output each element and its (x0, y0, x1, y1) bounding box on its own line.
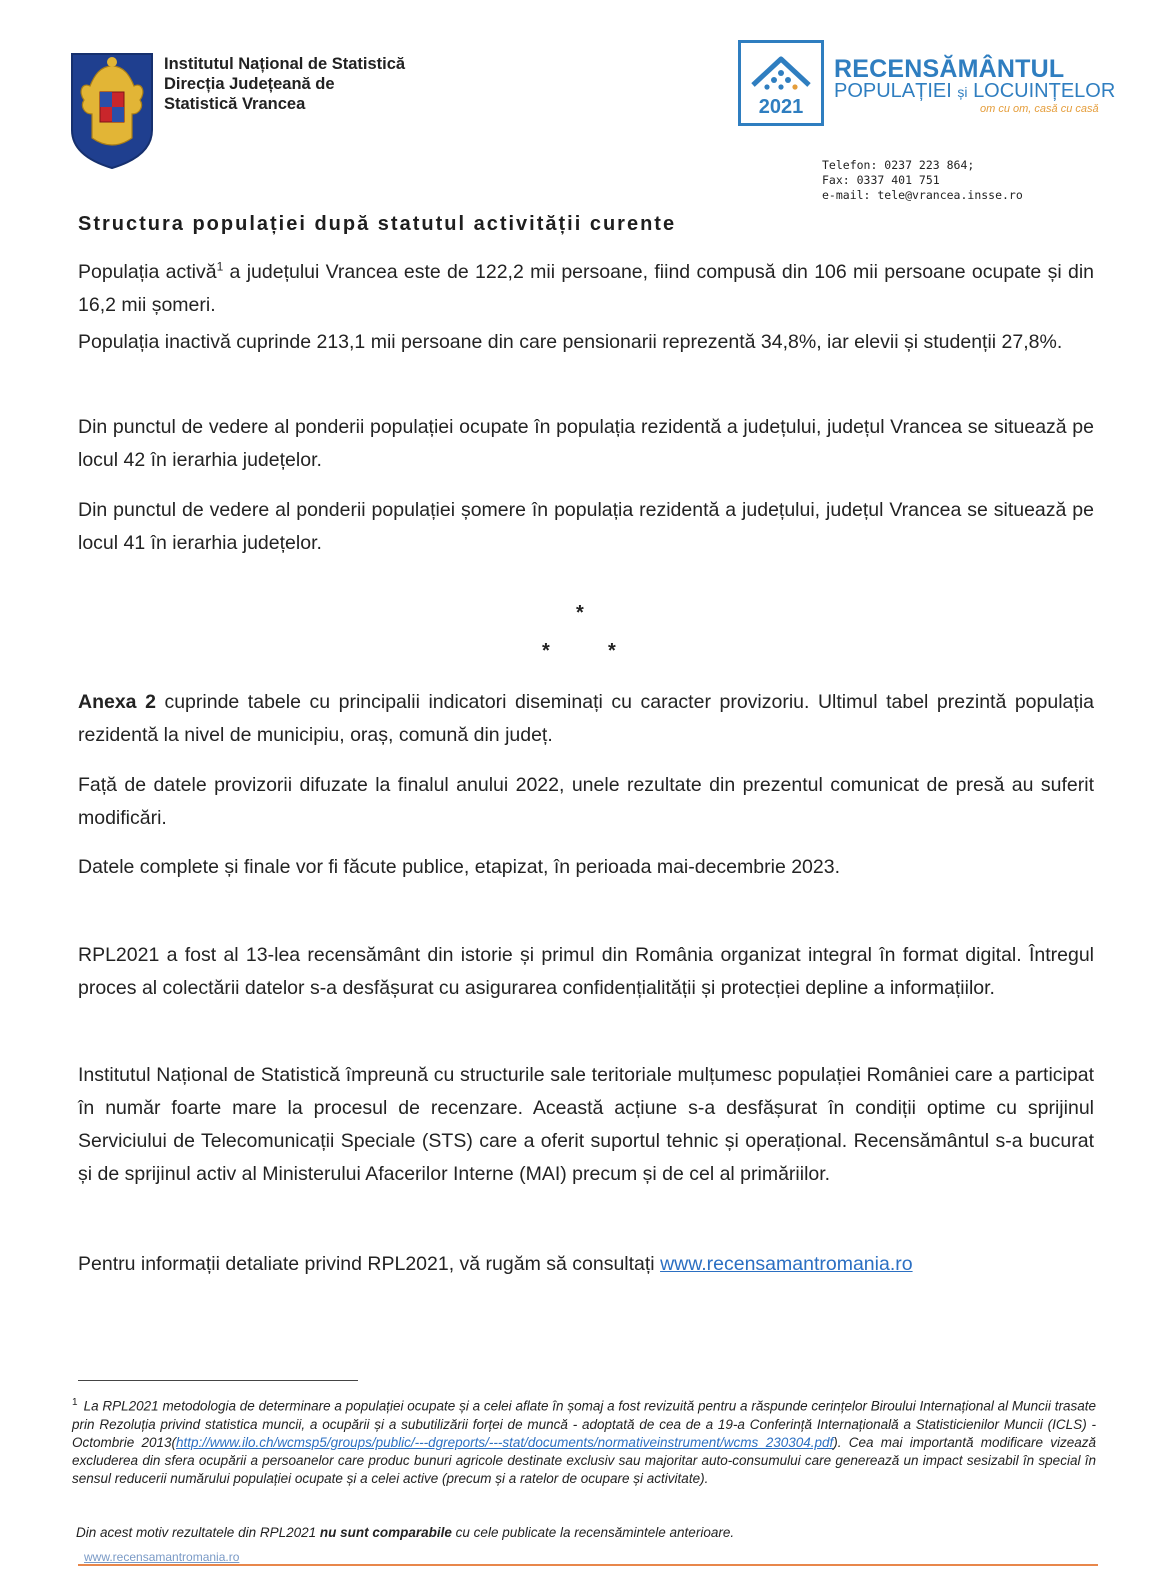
separator-star: * (542, 640, 550, 662)
footnote-text-b: ). Cea mai importantă modificare vizează excluderea din sfera ocupării a persoanelor care produc bunuri agricole destinate exclusiv sau majoritar auto-consumului care generează un impact sesizabil în special în sensul reducerii numărului populației ocupate și a celei active (precum și a ratelor de ocupare și activitate). (72, 1434, 1096, 1487)
section-heading: Structura populației după statutul activității curente (78, 213, 677, 235)
footnote-text-a: La RPL2021 metodologia de determinare a populației ocupate și a celei aflate în șomaj a fost revizuită pentru a răspunde cerințelor Biroului Internațional al Muncii trasate prin Rezoluția privind statistica muncii, a ocupării și a subutilizării forței de muncă - adoptată de cea de a 19-a Conferință Internațională a Statisticienilor Muncii (ICLS) - Octombrie 2013( (72, 1398, 1096, 1450)
annex-text: cuprinde tabele cu principalii indicatori diseminați cu caracter provizoriu. Ultimul tabel prezintă populația rezidentă la nivel de municipiu, oraș, comună din județ. (78, 691, 1094, 746)
paragraph-annex (78, 686, 1094, 752)
census-logo-subtitle (834, 80, 1115, 103)
ilo-document-link[interactable]: http://www.ilo.ch/wcmsp5/groups/public/---dgreports/---stat/documents/normativeinstrument/wcms_230304.pdf (176, 1434, 834, 1450)
contact-phone: Telefon: 0237 223 864; (822, 158, 975, 172)
logo-subtitle-part1: POPULAȚIEI (834, 80, 952, 102)
contact-fax: Fax: 0337 401 751 (822, 173, 940, 187)
paragraph-modifications: Față de datele provizorii difuzate la finalul anului 2022, unele rezultate din prezentul comunicat de presă au suferit modificări. (78, 774, 1094, 829)
paragraph-rpl2021-digital: RPL2021 a fost al 13-lea recensământ din istorie și primul din România organizat integral în format digital. Întregul proces al colectării datelor s-a desfășurat cu asigurarea confidențialității și protecției depline a informațiilor. (78, 944, 1094, 999)
logo-year: 2021 (758, 96, 804, 118)
footer-divider (78, 1564, 1098, 1566)
institution-name (164, 54, 405, 114)
footnote-divider (78, 1380, 358, 1381)
p1-start: Populația activă (78, 261, 217, 283)
institution-line-3: Statistică Vrancea (164, 95, 306, 113)
separator-star: * (576, 602, 584, 624)
census-logo-mark (738, 40, 824, 126)
institution-line-2: Direcția Județeană de (164, 75, 335, 93)
more-info-text: Pentru informații detaliate privind RPL2021, vă rugăm să consultați (78, 1253, 661, 1275)
logo-subtitle-part2: LOCUINȚELOR (973, 80, 1116, 102)
footer-website-link[interactable]: www.recensamantromania.ro (84, 1550, 240, 1564)
census-logo-title: RECENSĂMÂNTUL (834, 55, 1065, 83)
house-icon (741, 43, 821, 123)
p1-rest: a județului Vrancea este de 122,2 mii persoane, fiind compusă din 106 mii persoane ocupate și din 16,2 mii șomeri. (78, 261, 1094, 316)
footnote-mark: 1 (72, 1397, 78, 1408)
comparability-text-b: cu cele publicate la recensămintele anterioare. (451, 1525, 735, 1540)
paragraph-unemployed-rank: Din punctul de vedere al ponderii populației șomere în populația rezidentă a județului, județul Vrancea se situează pe locul 41 în ierarhia județelor. (78, 499, 1094, 554)
comparability-bold: nu sunt comparabile (319, 1525, 452, 1540)
institution-line-1: Institutul Național de Statistică (164, 55, 406, 73)
paragraph-inactive-population: Populația inactivă cuprinde 213,1 mii persoane din care pensionarii reprezentă 34,8%, iar elevii și studenții 27,8%. (78, 331, 1063, 353)
census-logo-slogan: om cu om, casă cu casă (980, 103, 1099, 115)
footnote-ref: 1 (216, 259, 224, 274)
paragraph-final-data: Datele complete și finale vor fi făcute publice, etapizat, în perioada mai-decembrie 2023. (78, 856, 841, 878)
comparability-text-a: Din acest motiv rezultatele din RPL2021 (76, 1525, 320, 1540)
annex-label: Anexa 2 (78, 691, 156, 713)
footnote (72, 1394, 1096, 1489)
paragraph-active-population (78, 256, 1094, 322)
paragraph-thanks: Institutul Național de Statistică împreună cu structurile sale teritoriale mulțumesc populației României care a participat în număr foarte mare la procesul de recenzare. Această acțiune s-a desfășurat în condiții optime cu sprijinul Serviciului de Telecomunicații Speciale (STS) care a oferit suportul tehnic și operațional. Recensământul s-a bucurat și de sprijinul activ al Ministerului Afacerilor Interne (MAI) precum și de cel al primăriilor. (78, 1064, 1094, 1185)
contact-email: e-mail: tele@vrancea.insse.ro (822, 188, 1023, 202)
paragraph-more-info (78, 1248, 1094, 1281)
census-website-link[interactable]: www.recensamantromania.ro (660, 1253, 913, 1275)
contact-info (822, 158, 1023, 203)
coat-of-arms-logo (70, 52, 154, 170)
logo-subtitle-conj: și (957, 84, 968, 100)
separator-star: * (608, 640, 616, 662)
footnote-comparability-note (76, 1525, 734, 1540)
paragraph-employed-rank: Din punctul de vedere al ponderii populației ocupate în populația rezidentă a județului, județul Vrancea se situează pe locul 42 în ierarhia județelor. (78, 416, 1094, 471)
